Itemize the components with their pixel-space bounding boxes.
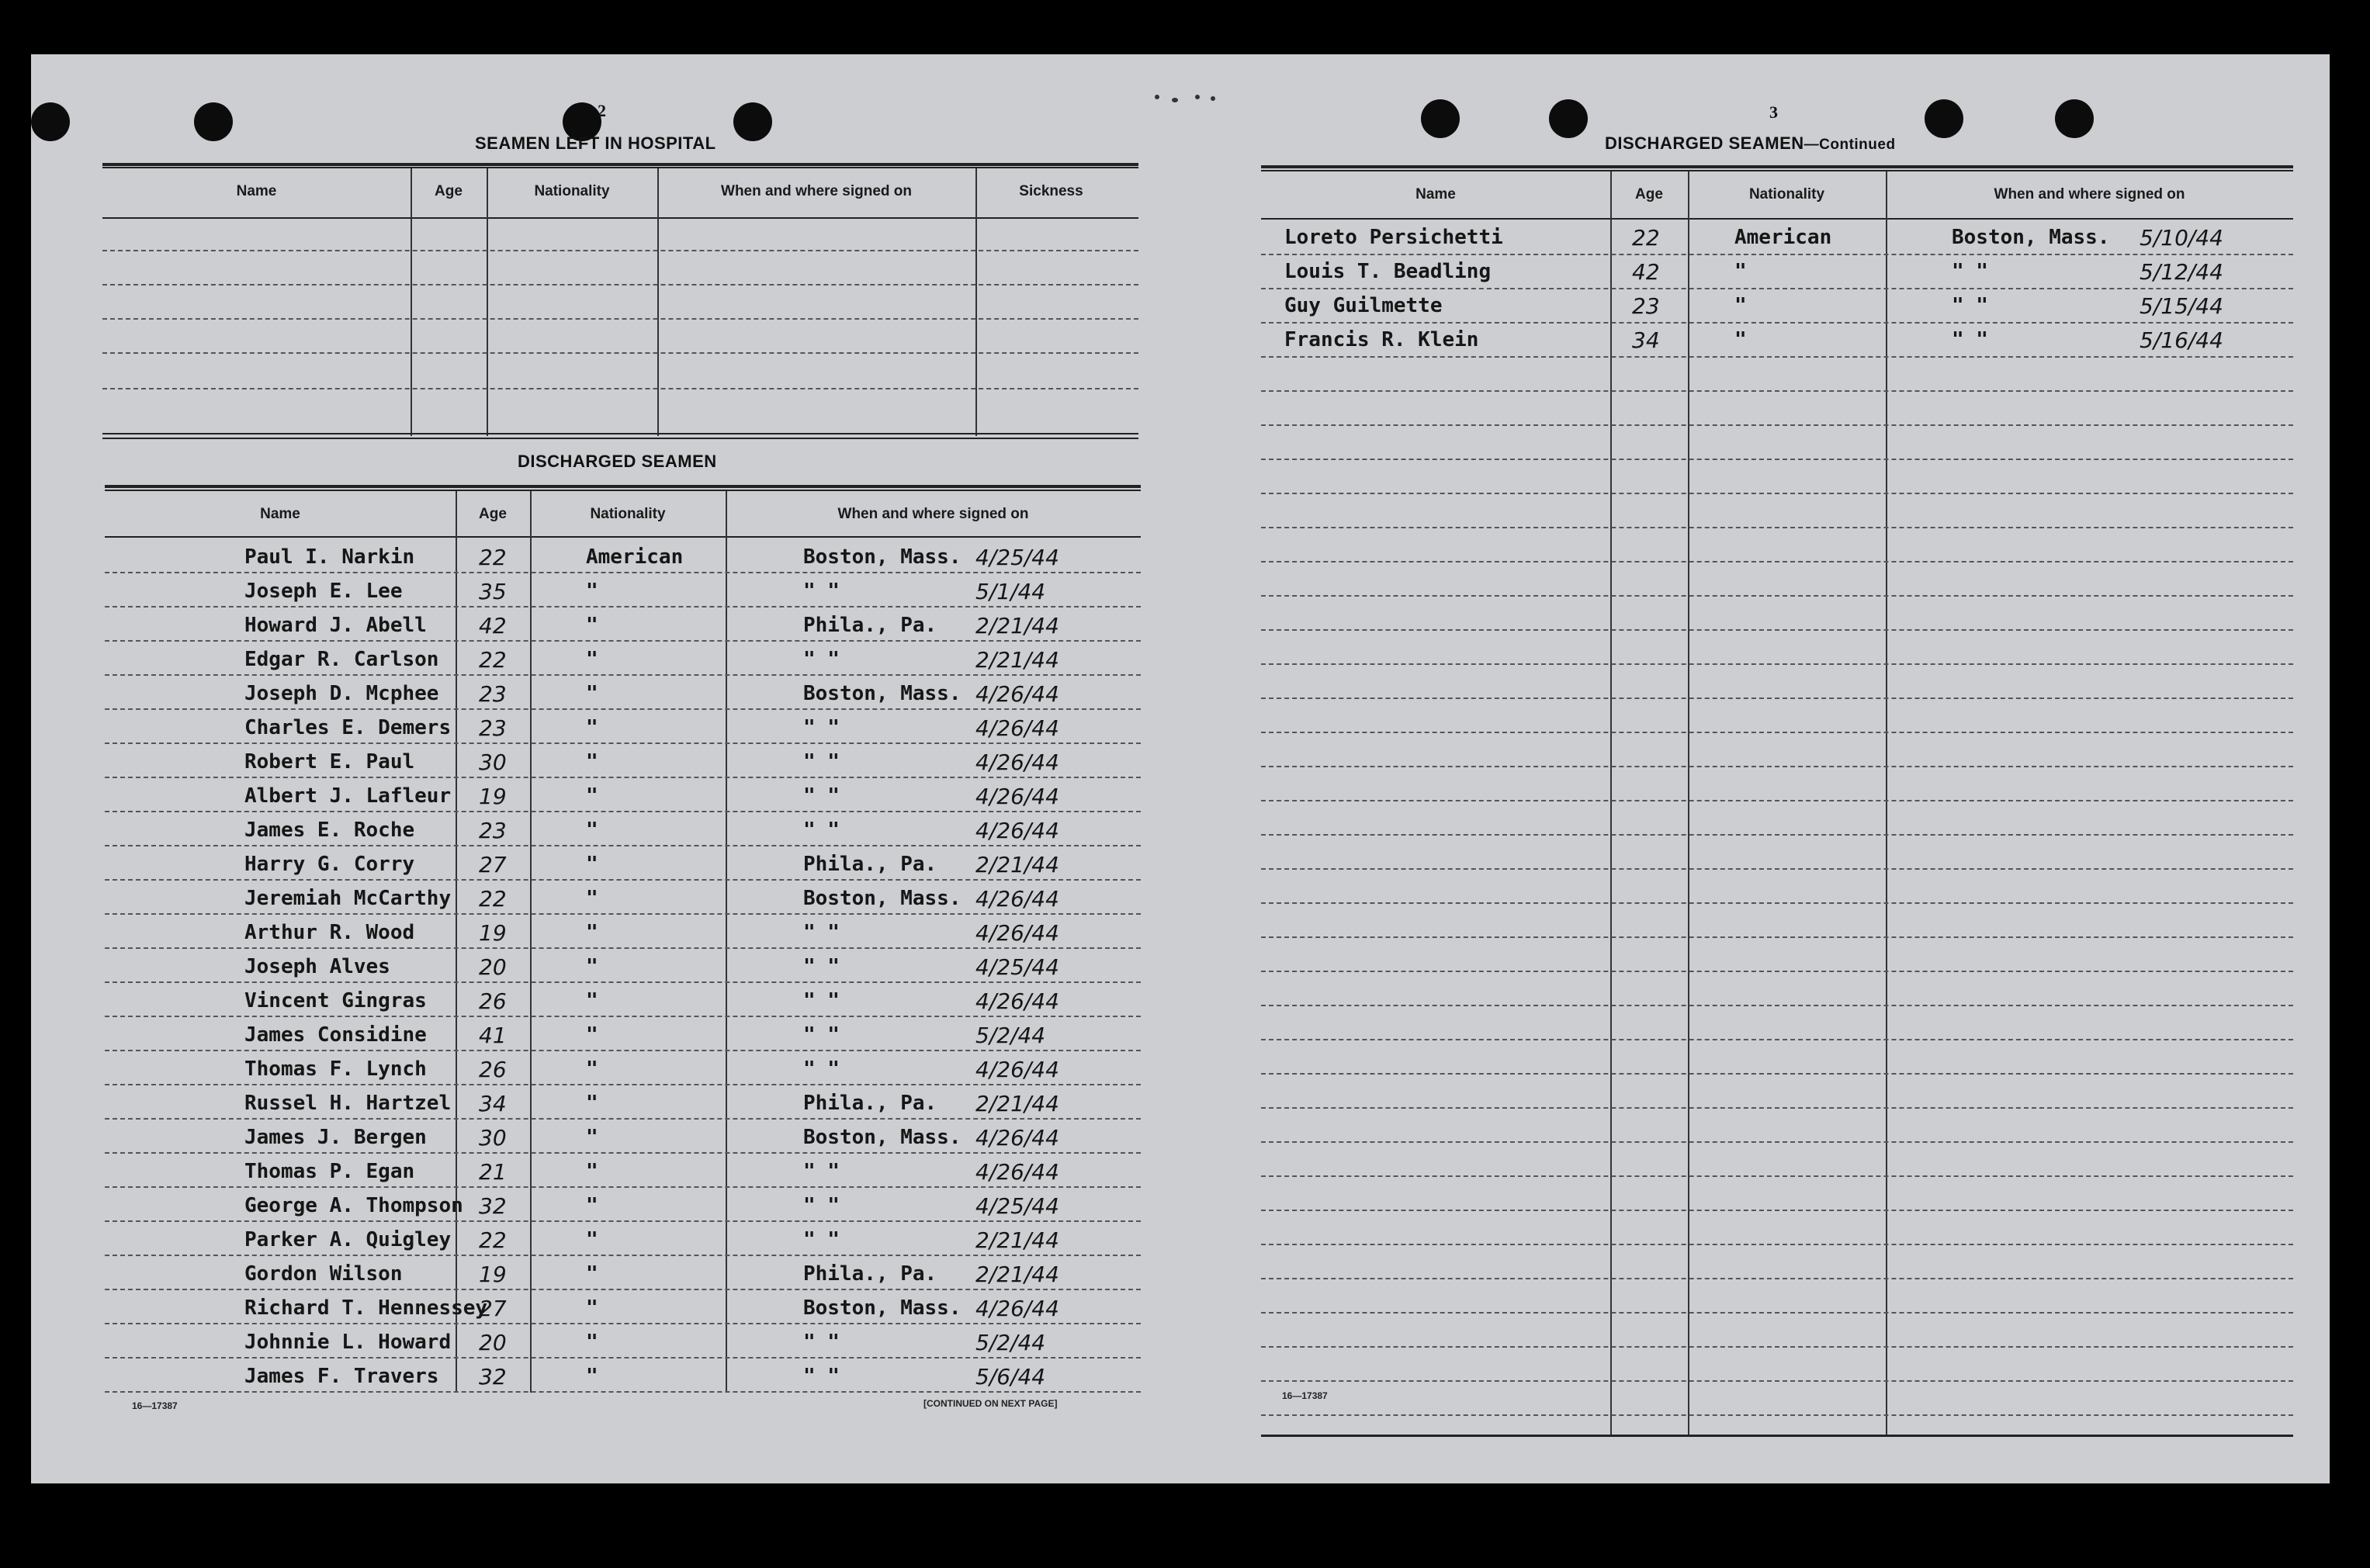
row-nationality: " <box>586 1194 598 1217</box>
row-rule <box>1261 902 2293 904</box>
row-rule <box>1261 493 2293 494</box>
row-nationality: " <box>586 1057 598 1081</box>
row-place: " " <box>803 648 840 671</box>
row-name: Arthur R. Wood <box>244 921 415 944</box>
row-nationality: " <box>586 1296 598 1320</box>
row-rule <box>1261 1175 2293 1177</box>
continued-title-suffix: —Continued <box>1803 137 1896 153</box>
row-rule <box>105 1186 1141 1188</box>
row-place: " " <box>803 580 840 603</box>
row-rule <box>105 981 1141 983</box>
row-rule <box>1261 766 2293 767</box>
row-rule <box>105 1118 1141 1120</box>
row-nationality: " <box>586 716 598 739</box>
row-date: 5/2/44 <box>975 1330 1046 1355</box>
row-place: " " <box>803 1023 840 1047</box>
row-place: " " <box>1952 294 1988 317</box>
row-name: Edgar R. Carlson <box>244 648 439 671</box>
row-name: Charles E. Demers <box>244 716 452 739</box>
discharged-table <box>105 485 1141 1447</box>
row-date: 2/21/44 <box>975 852 1059 877</box>
punch-hole <box>31 102 70 141</box>
row-date: 5/10/44 <box>2140 225 2223 251</box>
row-rule <box>105 777 1141 778</box>
row-name: Guy Guilmette <box>1284 294 1443 317</box>
row-nationality: American <box>1734 226 1832 249</box>
row-age: 41 <box>479 1023 507 1048</box>
row-date: 4/25/44 <box>975 545 1059 570</box>
row-age: 27 <box>479 852 507 877</box>
row-rule <box>1261 1005 2293 1006</box>
row-age: 19 <box>479 1262 507 1287</box>
row-nationality: " <box>586 1092 598 1115</box>
row-name: George A. Thompson <box>244 1194 463 1217</box>
row-rule <box>1261 1039 2293 1040</box>
row-age: 23 <box>479 715 507 741</box>
row-name: Vincent Gingras <box>244 989 427 1012</box>
row-age: 19 <box>479 920 507 946</box>
row-rule <box>105 640 1141 642</box>
row-date: 4/26/44 <box>975 681 1059 707</box>
row-rule <box>1261 629 2293 631</box>
discharged-header-name: Name <box>260 506 300 522</box>
row-rule <box>1261 356 2293 358</box>
row-name: Johnnie L. Howard <box>244 1331 452 1354</box>
row-rule <box>1261 595 2293 597</box>
row-date: 5/2/44 <box>975 1023 1046 1048</box>
continued-note: [CONTINUED ON NEXT PAGE] <box>923 1398 1058 1409</box>
row-place: Boston, Mass. <box>803 1296 962 1320</box>
row-nationality: " <box>586 614 598 637</box>
row-age: 23 <box>479 681 507 707</box>
row-date: 4/26/44 <box>975 784 1059 809</box>
row-age: 42 <box>479 613 507 639</box>
row-date: 4/26/44 <box>975 920 1059 946</box>
row-age: 34 <box>1632 327 1660 353</box>
row-date: 2/21/44 <box>975 1091 1059 1116</box>
discharged-header-nationality: Nationality <box>590 506 666 522</box>
row-rule <box>105 1084 1141 1085</box>
row-rule <box>1261 936 2293 938</box>
row-place: Boston, Mass. <box>1952 226 2110 249</box>
row-rule <box>1261 527 2293 528</box>
row-name: James E. Roche <box>244 819 415 842</box>
row-rule <box>105 606 1141 607</box>
row-name: Joseph E. Lee <box>244 580 403 603</box>
row-place: Boston, Mass. <box>803 682 962 705</box>
row-age: 22 <box>1632 225 1660 251</box>
row-name: Gordon Wilson <box>244 1262 403 1286</box>
form-number-right: 16—17387 <box>1282 1390 1328 1401</box>
row-age: 42 <box>1632 259 1660 285</box>
row-rule <box>1261 1210 2293 1211</box>
row-place: " " <box>803 819 840 842</box>
row-place: " " <box>803 1194 840 1217</box>
row-age: 34 <box>479 1091 507 1116</box>
row-rule <box>1261 424 2293 426</box>
row-place: Boston, Mass. <box>803 545 962 569</box>
row-date: 2/21/44 <box>975 1227 1059 1253</box>
discharged-header-age: Age <box>479 506 507 522</box>
row-nationality: " <box>1734 294 1747 317</box>
row-age: 20 <box>479 954 507 980</box>
page-number-right: 3 <box>1769 102 1778 122</box>
discharged-section-title: DISCHARGED SEAMEN <box>518 452 717 471</box>
row-date: 4/26/44 <box>975 1125 1059 1151</box>
punch-hole <box>1549 99 1588 138</box>
punch-hole <box>2055 99 2094 138</box>
row-date: 5/1/44 <box>975 579 1046 604</box>
row-nationality: " <box>586 853 598 876</box>
row-rule <box>1261 254 2293 255</box>
row-nationality: " <box>586 1126 598 1149</box>
ink-speck <box>1195 95 1200 99</box>
row-name: Francis R. Klein <box>1284 328 1479 351</box>
row-date: 4/26/44 <box>975 1159 1059 1185</box>
cont-header-name: Name <box>1415 186 1456 202</box>
row-rule <box>105 947 1141 949</box>
row-rule <box>1261 459 2293 460</box>
row-date: 4/26/44 <box>975 988 1059 1014</box>
row-age: 19 <box>479 784 507 809</box>
row-nationality: " <box>586 819 598 842</box>
hospital-header-nationality: Nationality <box>534 183 610 199</box>
row-age: 26 <box>479 988 507 1014</box>
form-number-left: 16—17387 <box>132 1400 178 1411</box>
row-place: " " <box>803 921 840 944</box>
row-date: 4/26/44 <box>975 749 1059 775</box>
row-rule <box>105 1323 1141 1324</box>
row-rule <box>105 1152 1141 1154</box>
row-name: Thomas P. Egan <box>244 1160 415 1183</box>
row-name: Robert E. Paul <box>244 750 415 774</box>
punch-hole <box>1421 99 1460 138</box>
row-rule <box>105 1391 1141 1393</box>
row-rule <box>105 1255 1141 1256</box>
row-rule <box>1261 732 2293 733</box>
hospital-section-title: SEAMEN LEFT IN HOSPITAL <box>475 133 716 153</box>
row-age: 32 <box>479 1193 507 1219</box>
row-rule <box>1261 834 2293 836</box>
row-age: 30 <box>479 749 507 775</box>
row-place: Phila., Pa. <box>803 1092 937 1115</box>
row-nationality: " <box>586 887 598 910</box>
row-age: 22 <box>479 1227 507 1253</box>
row-age: 32 <box>479 1364 507 1390</box>
row-nationality: " <box>586 784 598 808</box>
row-nationality: " <box>1734 260 1747 283</box>
row-nationality: " <box>586 1023 598 1047</box>
row-rule <box>105 845 1141 846</box>
ink-speck <box>1172 98 1178 102</box>
row-rule <box>1261 288 2293 289</box>
row-rule <box>105 811 1141 812</box>
row-nationality: American <box>586 545 684 569</box>
row-name: Russel H. Hartzel <box>244 1092 452 1115</box>
row-name: James F. Travers <box>244 1365 439 1388</box>
row-place: " " <box>803 750 840 774</box>
row-nationality: " <box>586 580 598 603</box>
ink-speck <box>1155 95 1159 99</box>
row-rule <box>1261 1346 2293 1348</box>
row-name: Harry G. Corry <box>244 853 415 876</box>
row-rule <box>105 1357 1141 1359</box>
row-date: 4/26/44 <box>975 818 1059 843</box>
row-place: Phila., Pa. <box>803 1262 937 1286</box>
row-place: " " <box>1952 328 1988 351</box>
row-rule <box>1261 1141 2293 1143</box>
row-place: Boston, Mass. <box>803 887 962 910</box>
row-date: 5/16/44 <box>2140 327 2223 353</box>
row-rule <box>1261 697 2293 699</box>
row-rule <box>1261 971 2293 972</box>
row-name: Richard T. Hennessey <box>244 1296 488 1320</box>
row-place: " " <box>803 1160 840 1183</box>
row-rule <box>105 913 1141 915</box>
row-place: " " <box>803 784 840 808</box>
row-age: 26 <box>479 1057 507 1082</box>
row-rule <box>1261 1073 2293 1075</box>
row-rule <box>105 1220 1141 1222</box>
row-age: 23 <box>479 818 507 843</box>
row-date: 4/26/44 <box>975 715 1059 741</box>
cont-header-nationality: Nationality <box>1748 186 1825 202</box>
hospital-table <box>102 163 1138 489</box>
row-nationality: " <box>586 1228 598 1251</box>
row-age: 21 <box>479 1159 507 1185</box>
row-age: 30 <box>479 1125 507 1151</box>
row-rule <box>105 572 1141 573</box>
row-nationality: " <box>586 648 598 671</box>
crew-list-sheet <box>31 54 2330 1483</box>
continued-title-main: DISCHARGED SEAMEN <box>1605 133 1804 153</box>
row-place: " " <box>1952 260 1988 283</box>
hospital-header-signed-on: When and where signed on <box>721 183 912 199</box>
row-nationality: " <box>586 1160 598 1183</box>
row-rule <box>1261 390 2293 392</box>
row-age: 22 <box>479 886 507 912</box>
row-rule <box>105 1289 1141 1290</box>
punch-hole <box>1925 99 1963 138</box>
row-rule <box>105 674 1141 676</box>
row-name: Joseph Alves <box>244 955 390 978</box>
continued-section-title <box>1605 133 1896 154</box>
row-date: 4/25/44 <box>975 1193 1059 1219</box>
row-date: 4/25/44 <box>975 954 1059 980</box>
row-nationality: " <box>586 1262 598 1286</box>
discharged-continued-table <box>1261 165 2293 1438</box>
punch-hole <box>733 102 772 141</box>
row-rule <box>1261 561 2293 562</box>
row-nationality: " <box>586 1365 598 1388</box>
row-name: Loreto Persichetti <box>1284 226 1503 249</box>
row-nationality: " <box>586 955 598 978</box>
row-rule <box>1261 1244 2293 1245</box>
row-date: 4/26/44 <box>975 886 1059 912</box>
row-rule <box>105 742 1141 744</box>
row-name: James J. Bergen <box>244 1126 427 1149</box>
hospital-header-age: Age <box>435 183 463 199</box>
row-name: Paul I. Narkin <box>244 545 415 569</box>
row-date: 4/26/44 <box>975 1296 1059 1321</box>
row-place: " " <box>803 1057 840 1081</box>
row-place: Phila., Pa. <box>803 614 937 637</box>
row-rule <box>1261 1278 2293 1279</box>
row-nationality: " <box>586 921 598 944</box>
row-date: 2/21/44 <box>975 1262 1059 1287</box>
page-number-left: 2 <box>598 101 606 120</box>
row-place: " " <box>803 989 840 1012</box>
punch-hole <box>194 102 233 141</box>
row-name: Parker A. Quigley <box>244 1228 452 1251</box>
row-rule <box>105 1016 1141 1017</box>
row-rule <box>1261 1107 2293 1109</box>
row-rule <box>1261 1414 2293 1416</box>
row-rule <box>105 1050 1141 1051</box>
row-nationality: " <box>586 1331 598 1354</box>
ink-speck <box>1211 96 1215 101</box>
row-rule <box>1261 1380 2293 1382</box>
cont-header-signed-on: When and where signed on <box>1994 186 2185 202</box>
row-date: 4/26/44 <box>975 1057 1059 1082</box>
row-age: 22 <box>479 545 507 570</box>
row-date: 5/6/44 <box>975 1364 1046 1390</box>
discharged-header-signed-on: When and where signed on <box>837 506 1029 522</box>
row-place: Phila., Pa. <box>803 853 937 876</box>
row-date: 5/15/44 <box>2140 293 2223 319</box>
row-rule <box>1261 322 2293 324</box>
row-name: James Considine <box>244 1023 427 1047</box>
row-date: 2/21/44 <box>975 613 1059 639</box>
hospital-header-sickness: Sickness <box>1019 183 1083 199</box>
row-nationality: " <box>586 682 598 705</box>
row-place: " " <box>803 955 840 978</box>
row-name: Howard J. Abell <box>244 614 427 637</box>
row-place: " " <box>803 1365 840 1388</box>
row-nationality: " <box>586 989 598 1012</box>
row-rule <box>105 708 1141 710</box>
row-age: 35 <box>479 579 507 604</box>
row-age: 20 <box>479 1330 507 1355</box>
row-nationality: " <box>586 750 598 774</box>
row-age: 23 <box>1632 293 1660 319</box>
row-name: Jeremiah McCarthy <box>244 887 452 910</box>
cont-header-age: Age <box>1635 186 1663 202</box>
row-date: 2/21/44 <box>975 647 1059 673</box>
row-place: Boston, Mass. <box>803 1126 962 1149</box>
row-date: 5/12/44 <box>2140 259 2223 285</box>
row-rule <box>1261 663 2293 665</box>
row-name: Thomas F. Lynch <box>244 1057 427 1081</box>
row-name: Louis T. Beadling <box>1284 260 1492 283</box>
row-rule <box>1261 868 2293 870</box>
row-name: Joseph D. Mcphee <box>244 682 439 705</box>
row-place: " " <box>803 716 840 739</box>
hospital-header-name: Name <box>236 183 277 199</box>
row-rule <box>1261 1312 2293 1314</box>
row-age: 22 <box>479 647 507 673</box>
row-rule <box>1261 800 2293 801</box>
row-place: " " <box>803 1228 840 1251</box>
row-rule <box>105 879 1141 881</box>
row-name: Albert J. Lafleur <box>244 784 452 808</box>
row-age: 27 <box>479 1296 507 1321</box>
row-place: " " <box>803 1331 840 1354</box>
row-nationality: " <box>1734 328 1747 351</box>
